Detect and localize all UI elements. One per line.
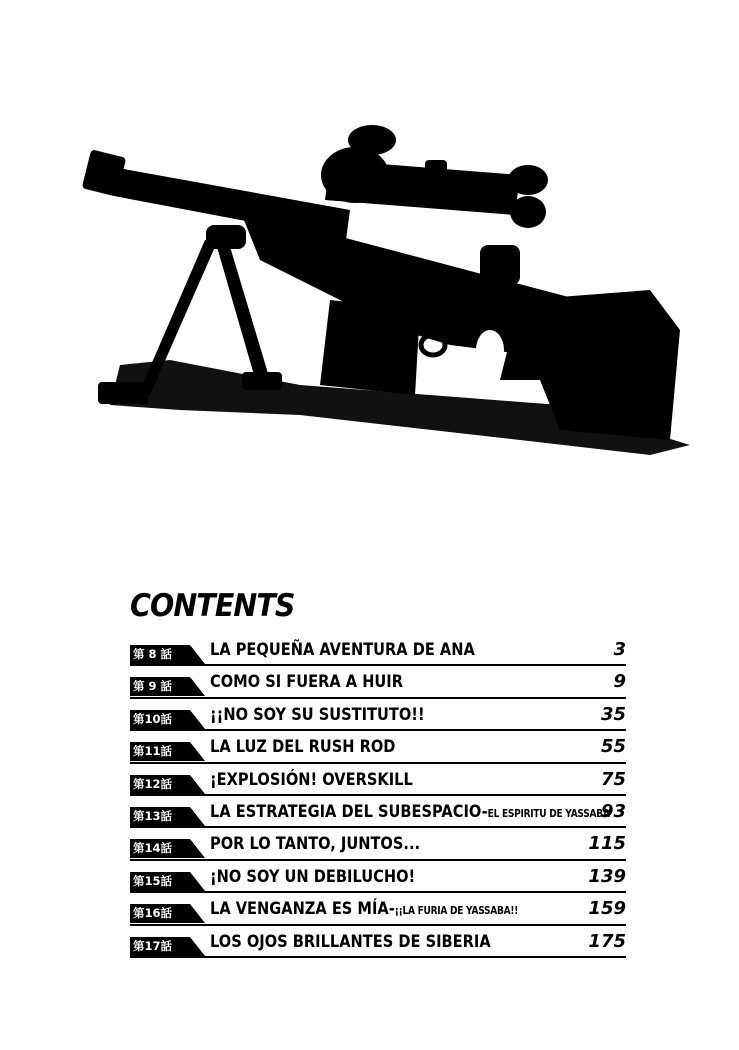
chapter-number: 第11話	[133, 744, 173, 759]
chapter-number: 第12話	[133, 776, 173, 791]
chapter-number: 第13話	[133, 808, 173, 823]
toc-row[interactable]	[130, 666, 626, 698]
chapter-title	[210, 899, 518, 919]
chapter-title	[210, 867, 415, 887]
chapter-number: 第16話	[133, 906, 173, 921]
chapter-title-main: POR LO TANTO, JUNTOS...	[210, 834, 421, 855]
chapter-badge	[130, 645, 205, 664]
page-number: 115	[588, 833, 626, 855]
page-number: 35	[600, 703, 626, 725]
chapter-badge	[130, 677, 205, 696]
chapter-title-main: ¡¡NO SOY SU SUSTITUTO!!	[210, 704, 425, 725]
page-number: 139	[588, 865, 626, 887]
chapter-subtitle: ¡¡LA FURIA DE YASSABA!!	[394, 905, 519, 918]
chapter-title	[210, 834, 420, 854]
chapter-title-main: ¡EXPLOSIÓN! OVERSKILL	[210, 769, 413, 790]
chapter-subtitle: EL ESPIRITU DE YASSABA	[487, 807, 610, 820]
table-of-contents	[130, 634, 626, 958]
toc-row[interactable]	[130, 893, 626, 925]
chapter-number: 第17話	[133, 938, 173, 953]
page-number: 93	[600, 800, 626, 822]
chapter-badge	[130, 937, 205, 956]
page-number: 55	[600, 736, 626, 758]
chapter-title	[210, 640, 475, 660]
toc-row[interactable]	[130, 828, 626, 860]
page-number: 175	[588, 930, 626, 952]
chapter-badge	[130, 839, 205, 858]
chapter-badge	[130, 807, 205, 826]
chapter-title	[210, 672, 403, 692]
sniper-rifle-icon	[0, 0, 739, 520]
chapter-title-main: LA VENGANZA ES MÍA-	[210, 899, 395, 920]
chapter-title-main: LA PEQUEÑA AVENTURA DE ANA	[210, 640, 475, 660]
chapter-number: 第14話	[133, 841, 173, 856]
toc-row[interactable]	[130, 699, 626, 731]
toc-row[interactable]	[130, 796, 626, 828]
chapter-number: 第15話	[133, 873, 173, 888]
page-number: 3	[613, 639, 626, 660]
toc-row[interactable]	[130, 731, 626, 763]
chapter-title	[210, 802, 610, 822]
chapter-number: 第 9 話	[133, 679, 173, 694]
chapter-number: 第10話	[133, 711, 173, 726]
chapter-badge	[130, 904, 205, 923]
chapter-title	[210, 705, 425, 725]
chapter-title	[210, 737, 395, 757]
toc-row[interactable]	[130, 926, 626, 958]
page-number: 75	[600, 768, 626, 790]
chapter-number: 第 8 話	[133, 647, 173, 661]
chapter-title-main: LA ESTRATEGIA DEL SUBESPACIO-	[210, 801, 488, 822]
chapter-title-main: LOS OJOS BRILLANTES DE SIBERIA	[210, 931, 491, 952]
page-number: 9	[613, 671, 626, 693]
chapter-title-main: COMO SI FUERA A HUIR	[210, 672, 404, 693]
chapter-badge	[130, 710, 205, 729]
toc-row[interactable]	[130, 634, 626, 666]
contents-title: CONTENTS	[130, 588, 295, 624]
page-number: 159	[588, 898, 626, 920]
chapter-badge	[130, 742, 205, 761]
chapter-title-main: LA LUZ DEL RUSH ROD	[210, 737, 396, 758]
chapter-title	[210, 932, 491, 952]
toc-row[interactable]	[130, 861, 626, 893]
chapter-badge	[130, 775, 205, 794]
chapter-badge	[130, 872, 205, 891]
chapter-title	[210, 770, 413, 790]
chapter-title-main: ¡NO SOY UN DEBILUCHO!	[210, 866, 416, 887]
toc-row[interactable]	[130, 764, 626, 796]
